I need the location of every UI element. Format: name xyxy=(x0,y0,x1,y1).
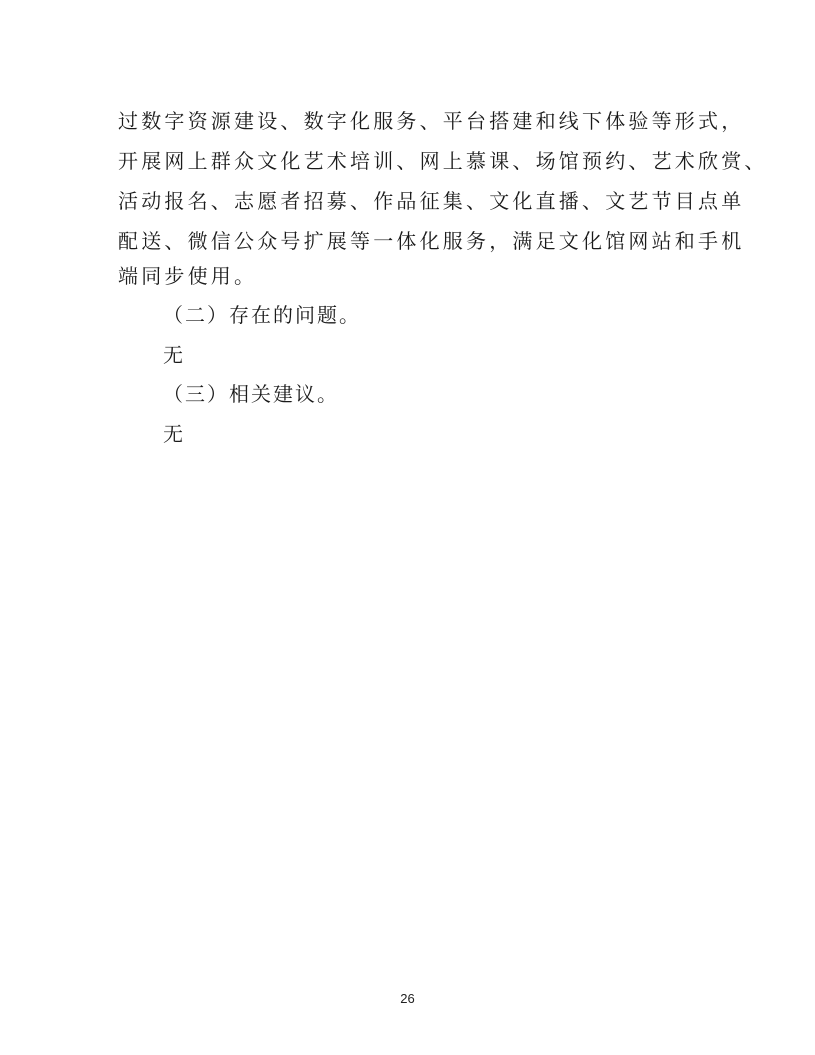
section-3-content: 无 xyxy=(163,422,187,446)
paragraph-line-2: 开展网上群众文化艺术培训、网上慕课、场馆预约、艺术欣赏、 xyxy=(118,149,768,173)
section-3-heading: （三）相关建议。 xyxy=(163,382,339,406)
paragraph-line-5: 端同步使用。 xyxy=(118,264,258,288)
paragraph-line-4: 配送、微信公众号扩展等一体化服务，满足文化馆网站和手机 xyxy=(118,229,745,253)
paragraph-line-1: 过数字资源建设、数字化服务、平台搭建和线下体验等形式， xyxy=(118,109,745,133)
paragraph-line-3: 活动报名、志愿者招募、作品征集、文化直播、文艺节目点单 xyxy=(118,189,745,213)
page-number: 26 xyxy=(400,991,415,1006)
section-2-content: 无 xyxy=(163,343,187,367)
section-2-heading: （二）存在的问题。 xyxy=(163,303,361,327)
